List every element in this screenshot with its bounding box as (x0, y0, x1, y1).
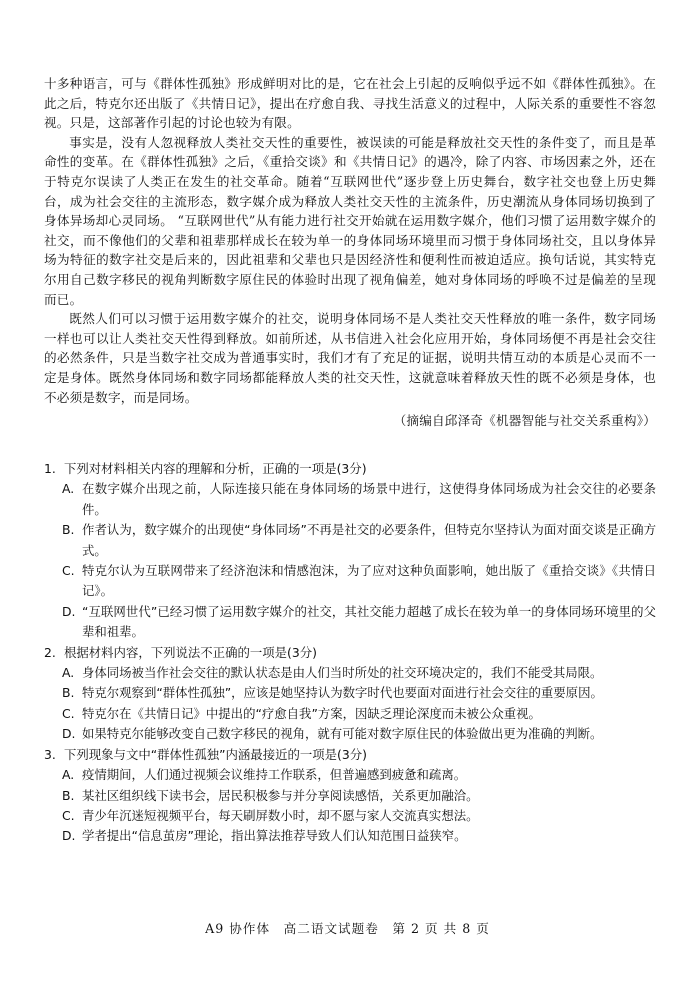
option-letter: D. (62, 828, 76, 844)
option-b (44, 520, 656, 561)
option-letter: D. (62, 726, 76, 742)
question-stem (44, 459, 656, 479)
option-a (44, 479, 656, 520)
option-text: 身体同场被当作社会交往的默认状态是由人们当时所处的社交环境决定的，我们不能受其局限。 (82, 665, 603, 681)
option-text: 疫情期间，人们通过视频会议维持工作联系，但普遍感到疲惫和疏离。 (82, 767, 467, 783)
option-c (44, 806, 656, 826)
passage-source: （摘编自邱泽奇《机器智能与社交关系重构》） (393, 413, 656, 429)
passage-paragraph-3: 既然人们可以习惯于运用数字媒介的社交，说明身体同场不是人类社交天性释放的唯一条件，数字同场一样也可以让人类社交天性得到释放。如前所述，从书信进入社会化应用开始，身体同场便不再是社会交往的必然条件，只是当数字社交成为普通事实时，我们才有了充足的证据，说明共情互动的本质是心灵而不一定是身体。既然身体同场和数字同场都能释放人类的社交天性，这就意味着释放天性的既不必须是身体，也不必须是数字，而是同场。 (44, 311, 656, 405)
question-1 (44, 459, 656, 643)
option-letter: A. (62, 481, 75, 497)
reading-passage (44, 74, 656, 431)
question-number: 2. (44, 644, 56, 660)
option-text: 特克尔观察到“群体性孤独”，应该是她坚持认为数字时代也要面对面进行社会交往的重要原因。 (82, 685, 603, 701)
option-text: 特克尔认为互联网带来了经济泡沫和情感泡沫，为了应对这种负面影响，她出版了《重拾交谈》《共情日记》。 (82, 563, 656, 599)
option-text: 青少年沉迷短视频平台，每天刷屏数小时，却不愿与家人交流真实想法。 (82, 807, 479, 823)
question-list (44, 459, 656, 847)
page-footer: A9 协作体 高二语文试题卷 第 2 页 共 8 页 (205, 921, 490, 936)
option-d (44, 724, 656, 744)
option-a (44, 663, 656, 683)
option-c (44, 704, 656, 724)
passage-paragraph-1: 十多种语言，可与《群体性孤独》形成鲜明对比的是，它在社会上引起的反响似乎远不如《群体性孤独》。在此之后，特克尔还出版了《共情日记》，提出在疗愈自我、寻找生活意义的过程中，人际关系的重要性不容忽视。只是，这部著作引起的讨论也较为有限。 (44, 76, 656, 131)
option-text: 学者提出“信息茧房”理论，指出算法推荐导致人们认知范围日益狭窄。 (82, 828, 467, 844)
option-text: “互联网世代”已经习惯了运用数字媒介的社交，其社交能力超越了成长在较为单一的身体同场环境里的父辈和祖辈。 (82, 603, 656, 640)
option-letter: B. (62, 522, 75, 538)
question-text: 下列现象与文中“群体性孤独”内涵最接近的一项是(3分) (64, 746, 367, 762)
question-text: 根据材料内容，下列说法不正确的一项是(3分) (64, 644, 317, 660)
option-d (44, 826, 656, 846)
option-text: 在数字媒介出现之前，人际连接只能在身体同场的场景中进行，这使得身体同场成为社会交往的必要条件。 (82, 481, 656, 517)
option-letter: D. (62, 603, 76, 619)
option-d (44, 602, 656, 643)
question-2 (44, 643, 656, 745)
passage-paragraph-2: 事实是，没有人忽视释放人类社交天性的重要性，被误读的可能是释放社交天性的条件变了，而且是革命性的变革。在《群体性孤独》之后，《重拾交谈》和《共情日记》的遇冷，除了内容、市场因素之外，还在于特克尔误读了人类正在发生的社交革命。随着“互联网世代”逐步登上历史舞台，数字社交也登上历史舞台，成为社会交往的主流形态，数字媒介成为释放人类社交天性的主流条件，历史潮流从身体同场切换到了身体异场却心灵同场。 “互联网世代”从有能力进行社交开始就在运用数字媒介，他们习惯了运用数字媒介的社交，而不像他们的父辈和祖辈那样成长在较为单一的身体同场环境里而习惯于身体同场社交，且以身体异场为特征的数字社交是后来的，因此祖辈和父辈也只是因经济性和便利性而被迫适应。换句话说，其实特克尔用自己数字移民的视角判断数字原住民的体验时出现了视角偏差，她对身体同场的呼唤不过是偏差的呈现而已。 (44, 134, 656, 307)
option-text: 作者认为，数字媒介的出现使“身体同场”不再是社交的必要条件，但特克尔坚持认为面对面交谈是正确方式。 (82, 522, 656, 558)
question-stem (44, 643, 656, 663)
question-stem (44, 745, 656, 765)
option-letter: A. (62, 665, 75, 681)
question-number: 3. (44, 746, 56, 762)
option-letter: A. (62, 767, 75, 783)
question-text: 下列对材料相关内容的理解和分析，正确的一项是(3分) (64, 461, 367, 476)
option-letter: C. (62, 563, 75, 579)
option-a (44, 765, 656, 785)
option-text: 特克尔在《共情日记》中提出的“疗愈自我”方案，因缺乏理论深度而未被公众重视。 (82, 705, 541, 721)
option-text: 如果特克尔能够改变自己数字移民的视角，就有可能对数字原住民的体验做出更为准确的判断。 (82, 726, 603, 742)
option-b (44, 683, 656, 703)
question-3 (44, 745, 656, 847)
option-letter: C. (62, 705, 75, 721)
option-letter: C. (62, 807, 75, 823)
option-b (44, 786, 656, 806)
option-letter: B. (62, 685, 75, 701)
option-text: 某社区组织线下读书会，居民积极参与并分享阅读感悟，关系更加融洽。 (82, 787, 479, 803)
option-c (44, 561, 656, 602)
option-letter: B. (62, 787, 75, 803)
question-number: 1. (44, 461, 56, 476)
